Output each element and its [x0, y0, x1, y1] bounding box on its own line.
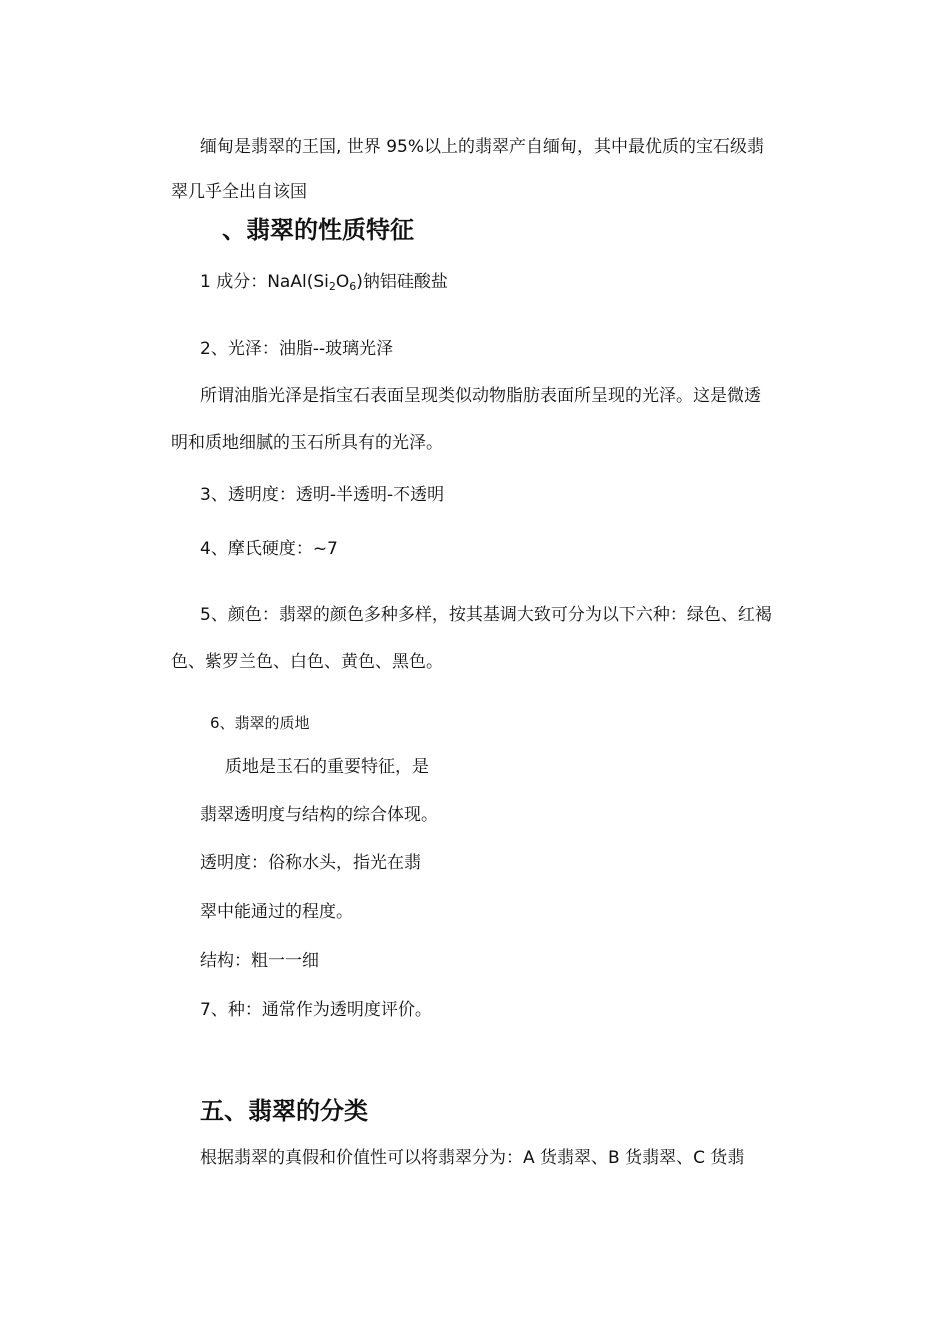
texture-line-4: 翠中能通过的程度。	[200, 902, 353, 922]
composition-suffix: )钠铝硅酸盐	[356, 272, 448, 292]
composition-prefix: 1 成分：NaAl(Si	[200, 272, 329, 292]
intro-paragraph-line-2: 翠几乎全出自该国	[171, 182, 307, 202]
composition-line	[200, 271, 448, 293]
texture-line-5: 结构：粗一一细	[200, 951, 319, 971]
intro-paragraph-line-1: 缅甸是翡翠的王国, 世界 95%以上的翡翠产自缅甸，其中最优质的宝石级翡	[200, 137, 764, 157]
section-heading-classification: 五、翡翠的分类	[200, 1097, 368, 1125]
transparency-line: 3、透明度：透明-半透明-不透明	[200, 485, 445, 505]
classification-line-1: 根据翡翠的真假和价值性可以将翡翠分为：A 货翡翠、B 货翡翠、C 货翡	[200, 1148, 745, 1168]
composition-oxygen: O	[335, 272, 350, 292]
luster-description-line-2: 明和质地细腻的玉石所具有的光泽。	[171, 433, 443, 453]
texture-line-3: 透明度：俗称水头，指光在翡	[200, 853, 421, 873]
luster-description-line-1: 所谓油脂光泽是指宝石表面呈现类似动物脂肪表面所呈现的光泽。这是微透	[200, 386, 761, 406]
color-line-2: 色、紫罗兰色、白色、黄色、黑色。	[171, 652, 443, 672]
section-heading-properties: 、翡翠的性质特征	[222, 216, 414, 244]
hardness-line: 4、摩氏硬度：~7	[200, 539, 338, 559]
texture-line-1: 质地是玉石的重要特征，是	[225, 757, 429, 777]
luster-line: 2、光泽：油脂--玻璃光泽	[200, 339, 394, 359]
color-line-1: 5、颜色：翡翠的颜色多种多样，按其基调大致可分为以下六种：绿色、红褐	[200, 605, 772, 625]
variety-line: 7、种：通常作为透明度评价。	[200, 1000, 432, 1020]
composition-subscript-si: 2	[328, 280, 336, 293]
composition-subscript-o: 6	[349, 280, 357, 293]
texture-line-2: 翡翠透明度与结构的综合体现。	[200, 805, 438, 825]
texture-title: 6、翡翠的质地	[210, 714, 310, 732]
